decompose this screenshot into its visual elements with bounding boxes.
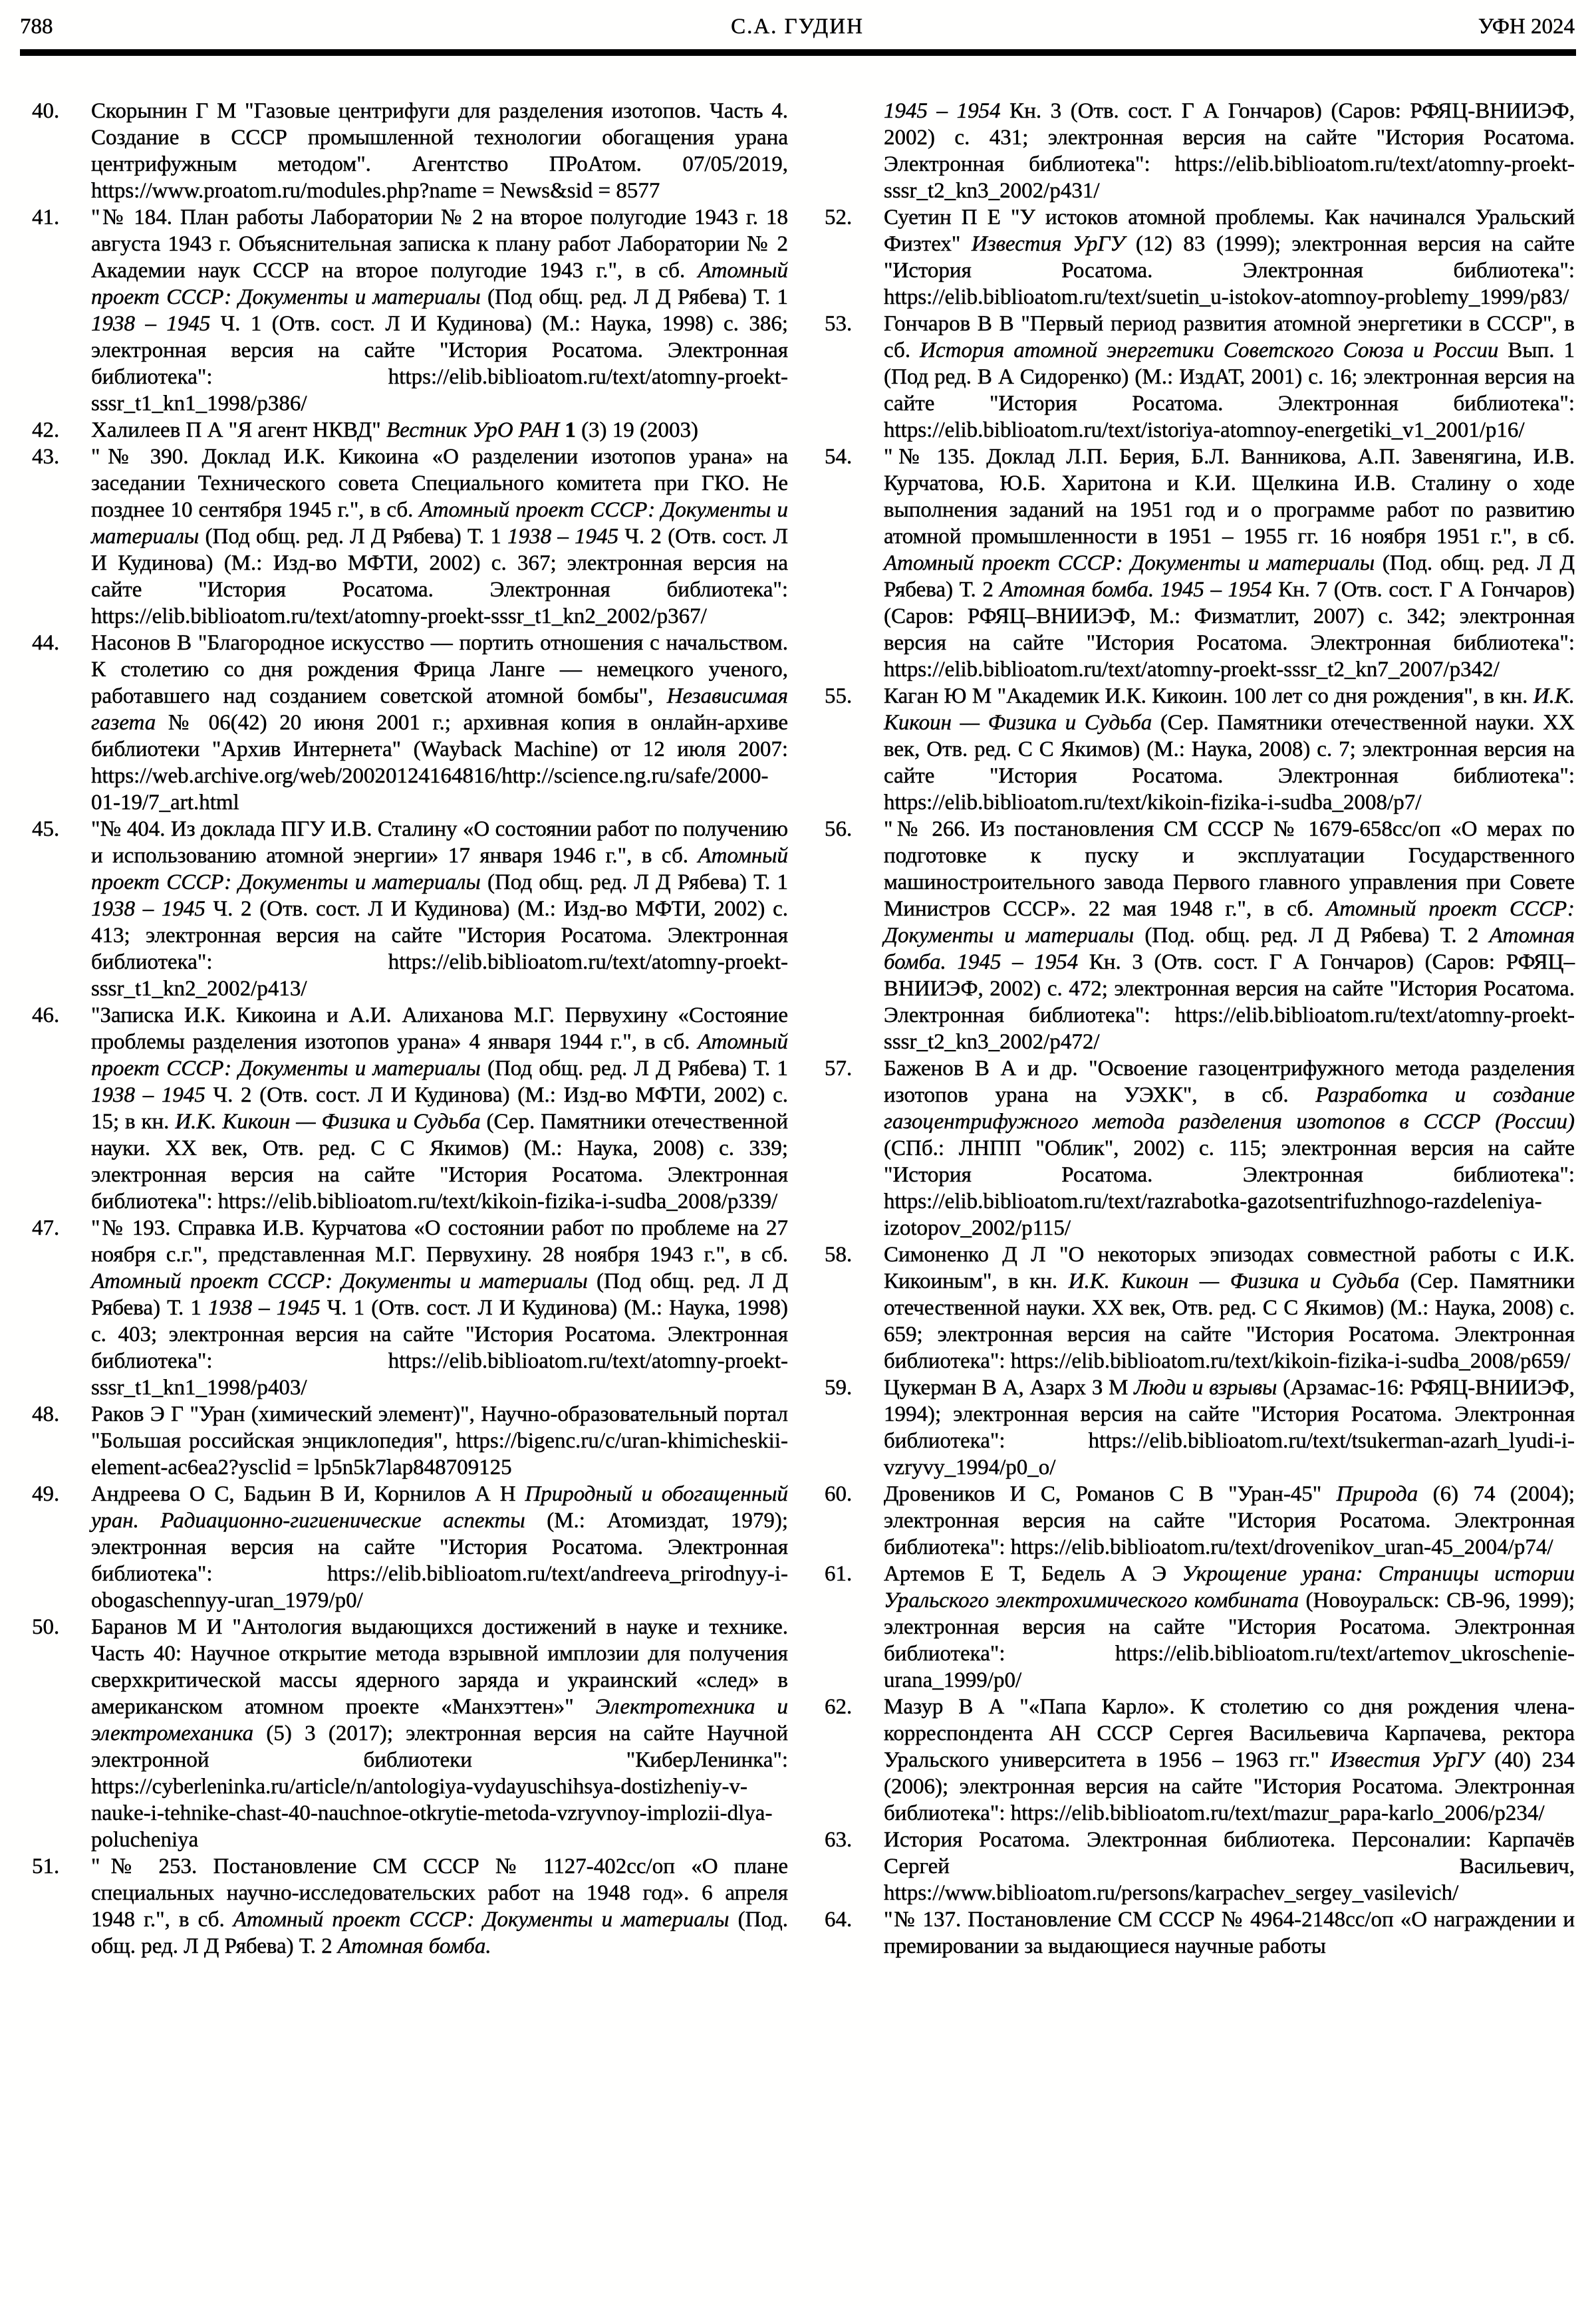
reference-number: 50.: [32, 1615, 60, 1639]
reference-item: [32, 204, 788, 417]
reference-text: Каган Ю М "Академик И.К. Кикоин. 100 лет со дня рождения", в кн. И.К. Кикоин — Физика и Судьба (Сер. Памятники отечественной науки. XX век, Отв. ред. С С Якимов) (М.: Наука, 2008) с. 7; электронная версия на сайте "История Росатома. Электронная библиотека": https://elib.biblioatom.ru/text/kikoin-fizika-i-sudba_2008/p7/: [884, 684, 1575, 815]
reference-item: [32, 1401, 788, 1481]
reference-number: 60.: [825, 1482, 853, 1506]
reference-number: 47.: [32, 1216, 60, 1240]
reference-number: 53.: [825, 312, 853, 336]
reference-text: 1945 – 1954 Кн. 3 (Отв. сост. Г А Гончаров) (Саров: РФЯЦ-ВНИИЭФ, 2002) с. 431; электронная версия на сайте "История Росатома. Электронная библиотека": https://elib.biblioatom.ru/text/atomny-proekt-sssr_t2_kn3_2002/p431/: [884, 99, 1575, 203]
reference-item: [825, 311, 1575, 444]
reference-text: Скорынин Г М "Газовые центрифуги для разделения изотопов. Часть 4. Создание в СССР промышленной технологии обогащения урана центрифужным методом". Агентство ПРоАтом. 07/05/2019, https://www.proatom.ru/modules.php?name = News&sid = 8577: [91, 99, 788, 203]
reference-item: [825, 1374, 1575, 1481]
reference-text: Артемов Е Т, Бедель А Э Укрощение урана: Страницы истории Уральского электрохимического комбината (Новоуральск: СВ-96, 1999); электронная версия на сайте "История Росатома. Электронная библиотека": https://elib.biblioatom.ru/text/artemov_ukroschenie-urana_1999/p0/: [884, 1562, 1575, 1692]
reference-item: [32, 1614, 788, 1853]
reference-number: 52.: [825, 205, 853, 229]
reference-item: [32, 1853, 788, 1960]
reference-text: Мазур В А "«Папа Карло». К столетию со дня рождения члена-корреспондента АН СССР Сергея Васильевича Карпачева, ректора Уральского университета в 1956 – 1963 гг." Известия УрГУ (40) 234 (2006); электронная версия на сайте "История Росатома. Электронная библиотека": https://elib.biblioatom.ru/text/mazur_papa-karlo_2006/p234/: [884, 1695, 1575, 1825]
header-rule: [20, 49, 1576, 56]
reference-text: Раков Э Г "Уран (химический элемент)", Научно-образовательный портал "Большая российская энциклопедия", https://bigenc.ru/c/uran-khimicheskii-element-ac6ea2?ysclid = lp5n5k7lap848709125: [91, 1402, 788, 1479]
reference-item: [825, 1561, 1575, 1694]
reference-text: "№ 266. Из постановления СМ СССР № 1679-658сс/оп «О мерах по подготовке к пуску и эксплуатации Государственного машиностроительного завода Первого главного управления при Совете Министров СССР». 22 мая 1948 г.", в сб. Атомный проект СССР: Документы и материалы (Под. общ. ред. Л Д Рябева) Т. 2 Атомная бомба. 1945 – 1954 Кн. 3 (Отв. сост. Г А Гончаров) (Саров: РФЯЦ–ВНИИЭФ, 2002) с. 472; электронная версия на сайте "История Росатома. Электронная библиотека": https://elib.biblioatom.ru/text/atomny-proekt-sssr_t2_kn3_2002/p472/: [884, 817, 1575, 1054]
reference-text: Дровеников И С, Романов С В "Уран-45" Природа (6) 74 (2004); электронная версия на сайте "История Росатома. Электронная библиотека": https://elib.biblioatom.ru/text/drovenikov_uran-45_2004/p74/: [884, 1482, 1575, 1559]
reference-number: 63.: [825, 1828, 853, 1852]
reference-text: История Росатома. Электронная библиотека. Персоналии: Карпачёв Сергей Васильевич, https://www.biblioatom.ru/persons/karpachev_sergey_vasilevich/: [884, 1828, 1575, 1905]
reference-number: 46.: [32, 1003, 60, 1027]
references-section: [32, 98, 1575, 1960]
reference-number: 59.: [825, 1376, 853, 1400]
reference-item: [825, 816, 1575, 1055]
reference-item: [825, 444, 1575, 683]
reference-text: "№ 253. Постановление СМ СССР № 1127-402сс/оп «О плане специальных научно-исследовательских работ на 1948 год». 6 апреля 1948 г.", в сб. Атомный проект СССР: Документы и материалы (Под. общ. ред. Л Д Рябева) Т. 2 Атомная бомба.: [91, 1855, 788, 1958]
reference-item: [32, 1215, 788, 1401]
page-number: 788: [20, 15, 53, 39]
reference-text: "№ 404. Из доклада ПГУ И.В. Сталину «О состоянии работ по получению и использованию атомной энергии» 17 января 1946 г.", в сб. Атомный проект СССР: Документы и материалы (Под общ. ред. Л Д Рябева) Т. 1 1938 – 1945 Ч. 2 (Отв. сост. Л И Кудинова) (М.: Изд-во МФТИ, 2002) с. 413; электронная версия на сайте "История Росатома. Электронная библиотека": https://elib.biblioatom.ru/text/atomny-proekt-sssr_t1_kn2_2002/p413/: [91, 817, 789, 1001]
reference-number: 55.: [825, 684, 853, 708]
reference-text: "№ 193. Справка И.В. Курчатова «О состоянии работ по проблеме на 27 ноября с.г.", представленная М.Г. Первухину. 28 ноября 1943 г.", в сб. Атомный проект СССР: Документы и материалы (Под общ. ред. Л Д Рябева) Т. 1 1938 – 1945 Ч. 1 (Отв. сост. Л И Кудинова) (М.: Наука, 1998) с. 403; электронная версия на сайте "История Росатома. Электронная библиотека": https://elib.biblioatom.ru/text/atomny-proekt-sssr_t1_kn1_1998/p403/: [91, 1216, 789, 1400]
reference-text: Цукерман В А, Азарх З М Люди и взрывы (Арзамас-16: РФЯЦ-ВНИИЭФ, 1994); электронная версия на сайте "История Росатома. Электронная библиотека": https://elib.biblioatom.ru/text/tsukerman-azarh_lyudi-i-vzryvy_1994/p0_o/: [884, 1376, 1575, 1479]
reference-item: [825, 1481, 1575, 1561]
running-head: [20, 13, 1575, 44]
reference-number: 42.: [32, 418, 60, 442]
reference-text: "№ 184. План работы Лаборатории № 2 на второе полугодие 1943 г. 18 августа 1943 г. Объяснительная записка к плану работ Лаборатории № 2 Академии наук СССР на второе полугодие 1943 г.", в сб. Атомный проект СССР: Документы и материалы (Под общ. ред. Л Д Рябева) Т. 1 1938 – 1945 Ч. 1 (Отв. сост. Л И Кудинова) (М.: Наука, 1998) с. 386; электронная версия на сайте "История Росатома. Электронная библиотека": https://elib.biblioatom.ru/text/atomny-proekt-sssr_t1_kn1_1998/p386/: [91, 205, 789, 416]
reference-number: 54.: [825, 445, 853, 469]
reference-text: Суетин П Е "У истоков атомной проблемы. Как начинался Уральский Физтех" Известия УрГУ (12) 83 (1999); электронная версия на сайте "История Росатома. Электронная библиотека": https://elib.biblioatom.ru/text/suetin_u-istokov-atomnoy-problemy_1999/p83/: [884, 205, 1575, 309]
reference-number: 61.: [825, 1562, 853, 1586]
reference-item: [825, 1827, 1575, 1906]
reference-item: [32, 417, 788, 444]
reference-item: [825, 683, 1575, 816]
reference-number: 44.: [32, 631, 60, 655]
journal-mark: УФН 2024: [1478, 15, 1575, 39]
reference-text: "Записка И.К. Кикоина и А.И. Алиханова М.Г. Первухину «Состояние проблемы разделения изотопов урана» 4 января 1944 г.", в сб. Атомный проект СССР: Документы и материалы (Под общ. ред. Л Д Рябева) Т. 1 1938 – 1945 Ч. 2 (Отв. сост. Л И Кудинова) (М.: Изд-во МФТИ, 2002) с. 15; в кн. И.К. Кикоин — Физика и Судьба (Сер. Памятники отечественной науки. XX век, Отв. ред. С С Якимов) (М.: Наука, 2008) с. 339; электронная версия на сайте "История Росатома. Электронная библиотека": https://elib.biblioatom.ru/text/kikoin-fizika-i-sudba_2008/p339/: [91, 1003, 789, 1214]
reference-item: [825, 1055, 1575, 1241]
reference-text: "№ 137. Постановление СМ СССР № 4964-2148сс/оп «О награждении и премировании за выдающиеся научные работы: [884, 1908, 1575, 1958]
reference-item: [825, 204, 1575, 311]
reference-number: 64.: [825, 1908, 853, 1932]
reference-text: "№ 390. Доклад И.К. Кикоина «О разделении изотопов урана» на заседании Технического совета Специального комитета при ГКО. Не позднее 10 сентября 1945 г.", в сб. Атомный проект СССР: Документы и материалы (Под общ. ред. Л Д Рябева) Т. 1 1938 – 1945 Ч. 2 (Отв. сост. Л И Кудинова) (М.: Изд-во МФТИ, 2002) с. 367; электронная версия на сайте "История Росатома. Электронная библиотека": https://elib.biblioatom.ru/text/atomny-proekt-sssr_t1_kn2_2002/p367/: [91, 445, 788, 628]
reference-number: 58.: [825, 1243, 853, 1267]
reference-text: "№ 135. Доклад Л.П. Берия, Б.Л. Ванникова, А.П. Завенягина, И.В. Курчатова, Ю.Б. Харитона и К.И. Щелкина И.В. Сталину о ходе выполнения заданий на 1951 год и о программе работ по развитию атомной промышленности в 1951 – 1955 гг. 16 ноября 1951 г.", в сб. Атомный проект СССР: Документы и материалы (Под. общ. ред. Л Д Рябева) Т. 2 Атомная бомба. 1945 – 1954 Кн. 7 (Отв. сост. Г А Гончаров) (Саров: РФЯЦ–ВНИИЭФ, М.: Физматлит, 2007) с. 342; электронная версия на сайте "История Росатома. Электронная библиотека": https://elib.biblioatom.ru/text/atomny-proekt-sssr_t2_kn7_2007/p342/: [884, 445, 1575, 682]
reference-item: [32, 1002, 788, 1215]
reference-number: 56.: [825, 817, 853, 841]
reference-item: [825, 1694, 1575, 1827]
reference-item: [825, 1906, 1575, 1960]
reference-item: [825, 1241, 1575, 1374]
references-column-right: [825, 98, 1575, 1960]
reference-text: Симоненко Д Л "О некоторых эпизодах совместной работы с И.К. Кикоиным", в кн. И.К. Кикоин — Физика и Судьба (Сер. Памятники отечественной науки. XX век, Отв. ред. С С Якимов) (М.: Наука, 2008) с. 659; электронная версия на сайте "История Росатома. Электронная библиотека": https://elib.biblioatom.ru/text/kikoin-fizika-i-sudba_2008/p659/: [884, 1243, 1575, 1373]
reference-text: Баженов В А и др. "Освоение газоцентрифужного метода разделения изотопов урана на УЭХК", в сб. Разработка и создание газоцентрифужного метода разделения изотопов в СССР (России) (СПб.: ЛНПП "Облик", 2002) с. 115; электронная версия на сайте "История Росатома. Электронная библиотека": https://elib.biblioatom.ru/text/razrabotka-gazotsentrifuzhnogo-razdeleniya-izotopov_2002/p115/: [884, 1057, 1575, 1240]
reference-item: [32, 444, 788, 630]
reference-number: 51.: [32, 1855, 60, 1878]
reference-number: 41.: [32, 205, 60, 229]
reference-text: Халилеев П А "Я агент НКВД" Вестник УрО РАН 1 (3) 19 (2003): [91, 418, 699, 442]
reference-number: 57.: [825, 1057, 853, 1081]
reference-number: 62.: [825, 1695, 853, 1719]
reference-text: Баранов М И "Антология выдающихся достижений в науке и технике. Часть 40: Научное открытие метода взрывной имплозии для получения сверхкритической массы ядерного заряда и украинский «след» в американском атомном проекте «Манхэттен»" Электротехника и электромеханика (5) 3 (2017); электронная версия на сайте Научной электронной библиотеки "КиберЛенинка": https://cyberleninka.ru/article/n/antologiya-vydayuschihsya-dostizheniy-v-nauke-i-tehnike-chast-40-nauchnoe-otkrytie-metoda-vzryvnoy-implozii-dlya-polucheniya: [91, 1615, 788, 1852]
reference-number: 49.: [32, 1482, 60, 1506]
running-author: С.А. ГУДИН: [731, 15, 864, 39]
reference-text: Насонов В "Благородное искусство — портить отношения с начальством. К столетию со дня рождения Фрица Ланге — немецкого ученого, работавшего над созданием советской атомной бомбы", Независимая газета № 06(42) 20 июня 2001 г.; архивная копия в онлайн-архиве библиотеки "Архив Интернета" (Wayback Machine) от 12 июля 2007: https://web.archive.org/web/20020124164816/http://science.ng.ru/safe/2000-01-19/7_art.html: [91, 631, 788, 815]
reference-continuation: [825, 98, 1575, 204]
references-column-left: [32, 98, 788, 1960]
reference-number: 48.: [32, 1402, 60, 1426]
reference-item: [32, 630, 788, 816]
reference-text: Андреева О С, Бадьин В И, Корнилов А Н Природный и обогащенный уран. Радиационно-гигиенические аспекты (М.: Атомиздат, 1979); электронная версия на сайте "История Росатома. Электронная библиотека": https://elib.biblioatom.ru/text/andreeva_prirodnyy-i-obogaschennyy-uran_1979/p0/: [91, 1482, 788, 1612]
reference-item: [32, 816, 788, 1002]
reference-text: Гончаров В В "Первый период развития атомной энергетики в СССР", в сб. История атомной энергетики Советского Союза и России Вып. 1 (Под ред. В А Сидоренко) (М.: ИздАТ, 2001) с. 16; электронная версия на сайте "История Росатома. Электронная библиотека": https://elib.biblioatom.ru/text/istoriya-atomnoy-energetiki_v1_2001/p16/: [884, 312, 1575, 442]
reference-number: 45.: [32, 817, 60, 841]
reference-number: 43.: [32, 445, 60, 469]
reference-number: 40.: [32, 99, 60, 123]
reference-item: [32, 98, 788, 204]
reference-item: [32, 1481, 788, 1614]
